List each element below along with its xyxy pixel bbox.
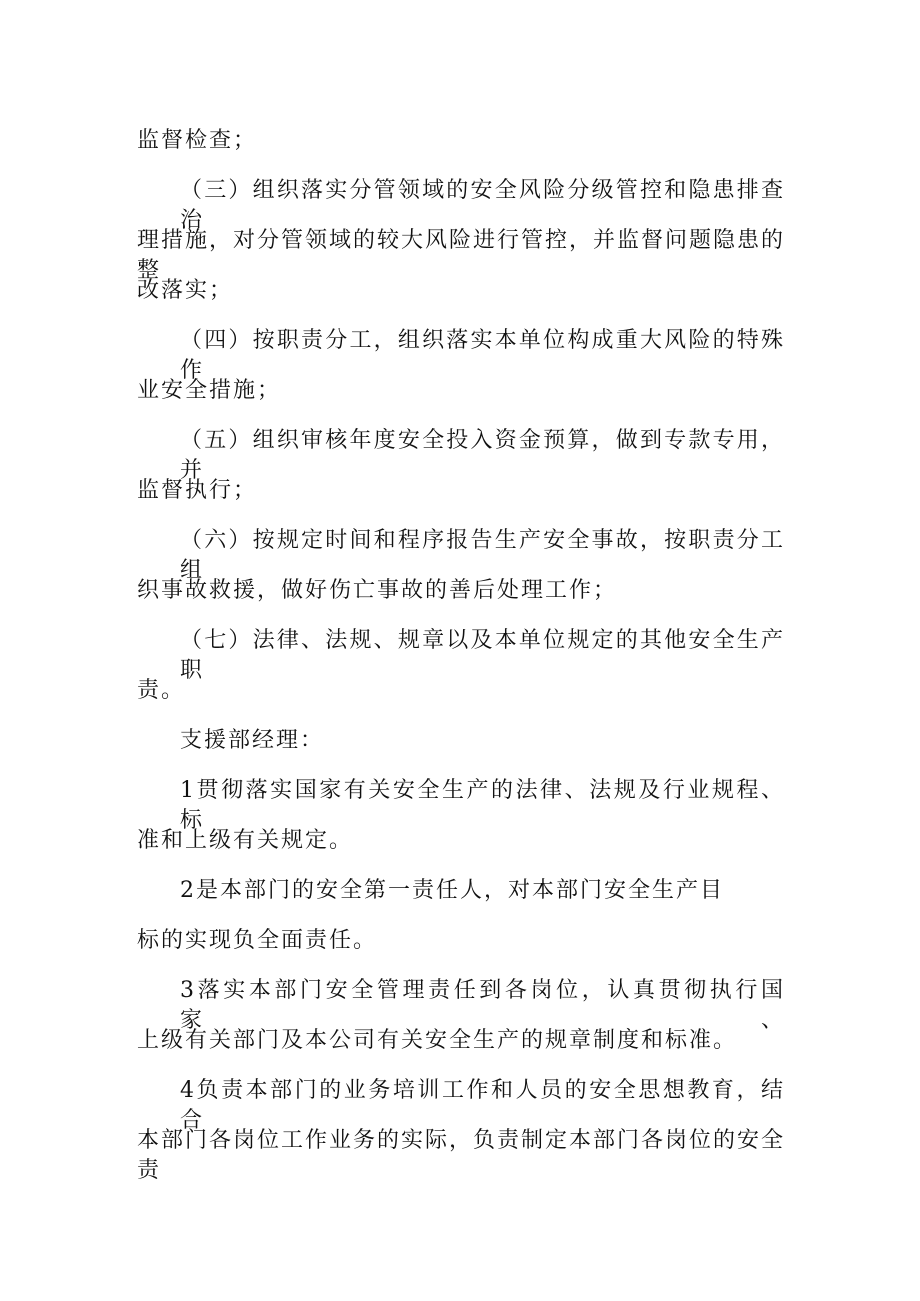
text-line: （五）组织审核年度安全投入资金预算，做到专款专用，并 (180, 428, 785, 483)
text-line: 3落实本部门安全管理责任到各岗位，认真贯彻执行国家、 (180, 978, 785, 1033)
text-line: 1贯彻落实国家有关安全生产的法律、法规及行业规程、标 (180, 778, 785, 833)
text-line: 业安全措施； (137, 378, 282, 403)
text-line: 4负责本部门的业务培训工作和人员的安全思想教育，结合 (180, 1078, 785, 1133)
text-line: 标的实现负全面责任。 (137, 928, 378, 953)
text-line: 本部门各岗位工作业务的实际，负责制定本部门各岗位的安全责 (137, 1128, 786, 1183)
section-heading: 支援部经理： (180, 728, 325, 753)
text-line: 2是本部门的安全第一责任人，对本部门安全生产目 (180, 878, 724, 903)
text-line: 上级有关部门及本公司有关安全生产的规章制度和标准。 (137, 1028, 738, 1053)
text-line: 织事故救援，做好伤亡事故的善后处理工作； (137, 578, 618, 603)
text-line: 监督执行； (137, 478, 258, 503)
text-line: 理措施，对分管领域的较大风险进行管控，并监督问题隐患的整 (137, 228, 786, 283)
text-line: 监督检查； (137, 128, 258, 153)
text-line: 责。 (137, 678, 186, 703)
text-line: （三）组织落实分管领域的安全风险分级管控和隐患排查治 (180, 178, 785, 233)
text-line: （七）法律、法规、规章以及本单位规定的其他安全生产职 (180, 628, 785, 683)
text-line: （四）按职责分工，组织落实本单位构成重大风险的特殊作 (180, 328, 785, 383)
text-line: 准和上级有关规定。 (137, 828, 354, 853)
text-line: 改落实； (137, 278, 234, 303)
text-line: （六）按规定时间和程序报告生产安全事故，按职责分工组 (180, 528, 785, 583)
